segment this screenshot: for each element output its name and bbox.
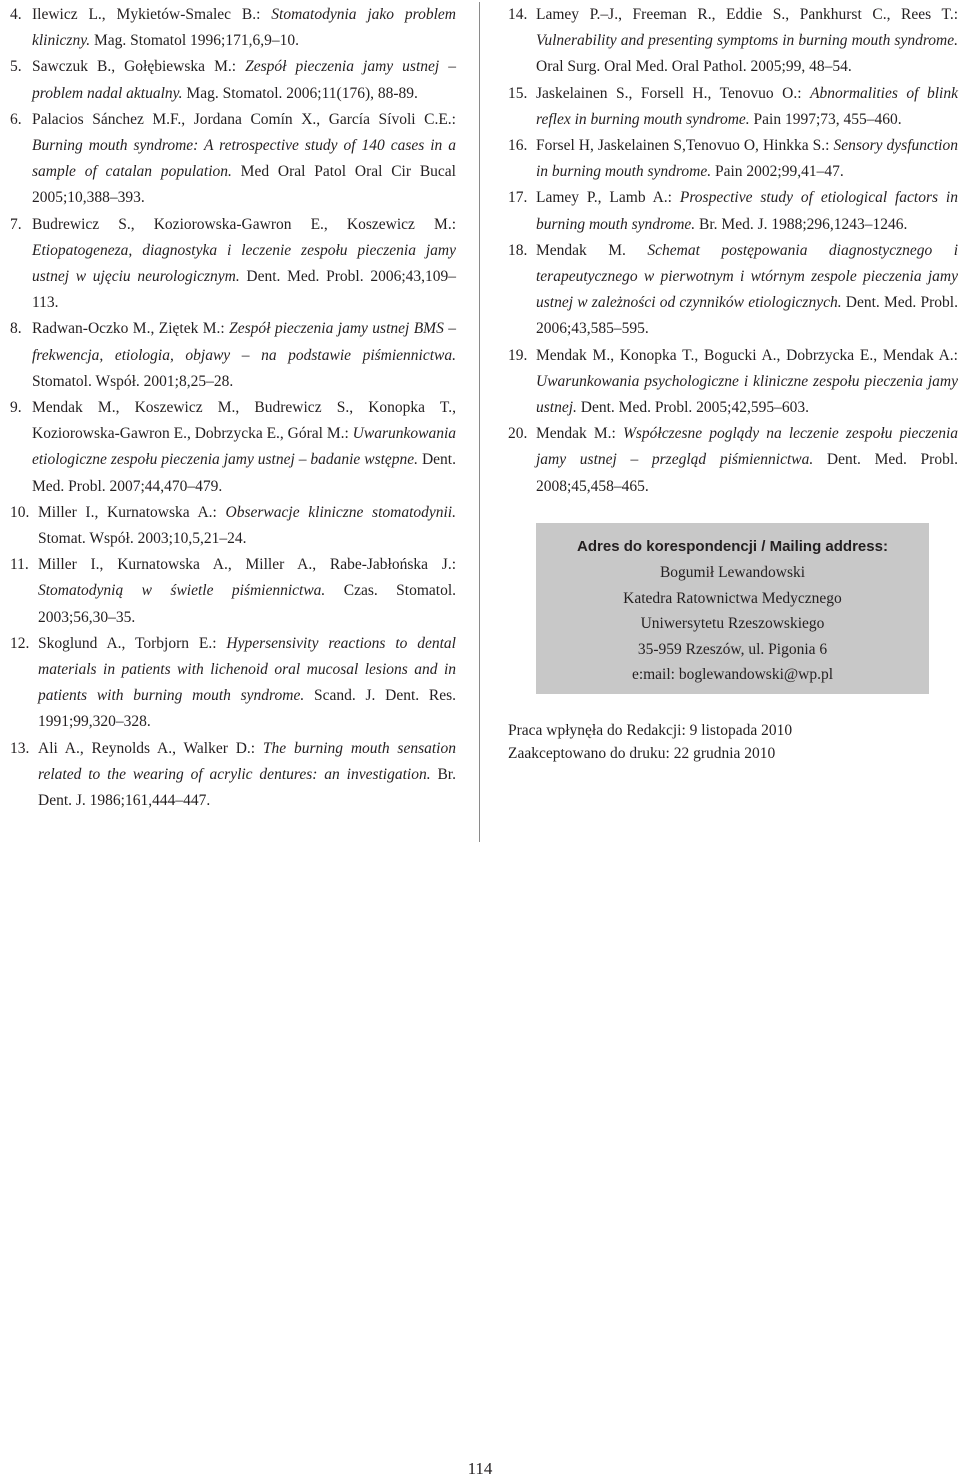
reference-number: 17. — [508, 189, 528, 207]
reference-authors: Jaskelainen S., Forsell H., Tenovuo O.: — [536, 84, 811, 102]
reference-source: Dent. Med. Probl. 2008;45,458–465. — [536, 451, 959, 495]
reference-item — [10, 107, 456, 212]
reference-source: Dent. Med. Probl. 2007;44,470–479. — [32, 451, 456, 495]
reference-number: 5. — [10, 58, 22, 76]
reference-item — [508, 238, 958, 343]
reference-authors: Mendak M. — [536, 241, 648, 259]
correspondence-email: e:mail: boglewandowski@wp.pl — [631, 666, 834, 683]
reference-source: Mag. Stomatol 1996;171,6,9–10. — [90, 32, 299, 50]
correspondence-heading: Adres do korespondencji / Mailing address: — [577, 538, 888, 555]
reference-title: Sensory dysfunction in burning mouth syndrome. — [536, 137, 958, 181]
reference-item — [10, 395, 456, 500]
correspondence-name: Bogumił Lewandowski — [659, 564, 806, 581]
submission-dates — [508, 719, 792, 765]
reference-authors: Ilewicz L., Mykietów-Smalec B.: — [32, 6, 272, 23]
accepted-date: Zaakceptowano do druku: 22 grudnia 2010 — [508, 745, 776, 762]
reference-title: Vulnerability and presenting symptoms in burning mouth syndrome. — [536, 32, 958, 50]
reference-authors: Mendak M.: — [536, 425, 623, 443]
reference-title: Prospective study of etiological factors in burning mouth syndrome. — [536, 189, 958, 233]
reference-source: Oral Surg. Oral Med. Oral Pathol. 2005;99, 48–54. — [536, 58, 852, 76]
reference-item — [508, 343, 958, 422]
reference-source: Br. Dent. J. 1986;161,444–447. — [38, 765, 456, 810]
received-date: Praca wpłynęła do Redakcji: 9 listopada 2010 — [508, 722, 793, 739]
reference-number: 4. — [10, 6, 22, 23]
left-reference-column — [10, 2, 456, 814]
page-number: 114 — [467, 1459, 493, 1478]
reference-title: Uwarunkowania psychologiczne i kliniczne zespołu pieczenia jamy ustnej. — [536, 372, 958, 417]
reference-number: 10. — [10, 503, 30, 521]
reference-number: 12. — [10, 634, 30, 652]
reference-title: Schemat postępowania diagnostycznego i terapeutycznego w pierwotnym i wtórnym zespole pieczenia jamy ustnej w zależności od czynników etiologicznych. — [536, 241, 958, 312]
reference-source: Dent. Med. Probl. 2005;42,595–603. — [576, 399, 809, 417]
reference-authors: Palacios Sánchez M.F., Jordana Comín X., García Sívoli C.E.: — [32, 110, 456, 128]
reference-item — [508, 421, 958, 500]
reference-title: Obserwacje kliniczne stomatodynii. — [225, 503, 456, 521]
reference-source: Mag. Stomatol. 2006;11(176), 88-89. — [182, 84, 418, 102]
right-reference-column — [508, 2, 958, 500]
reference-authors: Skoglund A., Torbjorn E.: — [38, 634, 227, 652]
reference-authors: Budrewicz S., Koziorowska-Gawron E., Koszewicz M.: — [32, 215, 456, 233]
reference-source: Pain 2002;99,41–47. — [711, 163, 844, 181]
reference-item — [508, 81, 958, 133]
reference-authors: Miller I., Kurnatowska A.: — [38, 503, 226, 521]
reference-item — [10, 631, 456, 736]
reference-number: 13. — [10, 739, 30, 757]
reference-number: 14. — [508, 6, 528, 23]
reference-title: Etiopatogeneza, diagnostyka i leczenie zespołu pieczenia jamy ustnej w ujęciu neurologicznym. — [32, 241, 456, 286]
reference-authors: Forsel H, Jaskelainen S,Tenovuo O, Hinkka S.: — [536, 137, 834, 155]
reference-item — [10, 552, 456, 631]
reference-title: The burning mouth sensation related to the wearing of acrylic dentures: an investigation. — [38, 739, 456, 783]
column-divider — [479, 2, 480, 842]
reference-item — [10, 212, 456, 317]
reference-item — [10, 54, 456, 106]
correspondence-box — [536, 523, 929, 694]
reference-title: Zespół pieczenia jamy ustnej BMS – frekwencja, etiologia, objawy – na podstawie piśmiennictwa. — [32, 320, 456, 364]
reference-number: 6. — [10, 110, 22, 128]
reference-title: Stomatodynią w świetle piśmiennictwa. — [38, 582, 326, 600]
reference-number: 7. — [10, 215, 22, 233]
reference-item — [508, 185, 958, 237]
reference-authors: Sawczuk B., Gołębiewska M.: — [32, 58, 246, 76]
reference-item — [10, 316, 456, 395]
reference-title: Burning mouth syndrome: A retrospective study of 140 cases in a sample of catalan population. — [32, 137, 456, 181]
reference-title: Abnormalities of blink reflex in burning mouth syndrome. — [536, 84, 958, 128]
reference-number: 16. — [508, 137, 528, 155]
correspondence-address: 35-959 Rzeszów, ul. Pigonia 6 — [637, 640, 828, 658]
reference-authors: Ali A., Reynolds A., Walker D.: — [38, 739, 263, 757]
reference-source: Czas. Stomatol. 2003;56,30–35. — [38, 582, 456, 626]
reference-item — [508, 2, 958, 81]
reference-source: Dent. Med. Probl. 2006;43,585–595. — [536, 294, 958, 338]
reference-authors: Mendak M., Koszewicz M., Budrewicz S., Konopka T., Koziorowska-Gawron E., Dobrzycka E., Góral M.: — [32, 399, 456, 443]
reference-source: Pain 1997;73, 455–460. — [749, 110, 902, 128]
reference-authors: Mendak M., Konopka T., Bogucki A., Dobrzycka E., Mendak A.: — [536, 346, 958, 364]
correspondence-university: Uniwersytetu Rzeszowskiego — [640, 615, 825, 632]
reference-item — [10, 2, 456, 54]
reference-item — [508, 133, 958, 185]
reference-number: 11. — [10, 556, 29, 574]
correspondence-department: Katedra Ratownictwa Medycznego — [623, 589, 842, 607]
reference-source: Stomatol. Współ. 2001;8,25–28. — [32, 372, 234, 390]
reference-source: Stomat. Współ. 2003;10,5,21–24. — [38, 530, 247, 548]
reference-title: Hypersensivity reactions to dental materials in patients with lichenoid oral mucosal lesions and in patients with burning mouth syndrome. — [38, 634, 456, 705]
reference-source: Scand. J. Dent. Res. 1991;99,320–328. — [38, 687, 457, 731]
reference-authors: Lamey P.–J., Freeman R., Eddie S., Pankhurst C., Rees T.: — [536, 6, 958, 23]
reference-authors: Radwan-Oczko M., Ziętek M.: — [32, 320, 230, 338]
reference-source: Dent. Med. Probl. 2006;43,109–113. — [32, 268, 457, 312]
reference-title: Uwarunkowania etiologiczne zespołu pieczenia jamy ustnej – badanie wstępne. — [32, 425, 457, 469]
reference-number: 18. — [508, 241, 528, 259]
reference-source: Med Oral Patol Oral Cir Bucal 2005;10,388–393. — [32, 163, 456, 207]
reference-title: Współczesne poglądy na leczenie zespołu pieczenia jamy ustnej – przegląd piśmiennictwa. — [536, 425, 958, 469]
reference-title: Stomatodynia jako problem kliniczny. — [32, 6, 456, 50]
reference-number: 20. — [508, 425, 528, 443]
reference-number: 9. — [10, 399, 22, 417]
reference-authors: Lamey P., Lamb A.: — [536, 189, 680, 207]
reference-title: Zespół pieczenia jamy ustnej – problem nadal aktualny. — [32, 58, 456, 102]
reference-source: Br. Med. J. 1988;296,1243–1246. — [695, 215, 908, 233]
reference-item — [10, 736, 456, 815]
reference-number: 8. — [10, 320, 22, 338]
reference-item — [10, 500, 456, 552]
reference-number: 19. — [508, 346, 528, 364]
reference-authors: Miller I., Kurnatowska A., Miller A., Rabe-Jabłońska J.: — [38, 556, 456, 574]
reference-number: 15. — [508, 84, 528, 102]
